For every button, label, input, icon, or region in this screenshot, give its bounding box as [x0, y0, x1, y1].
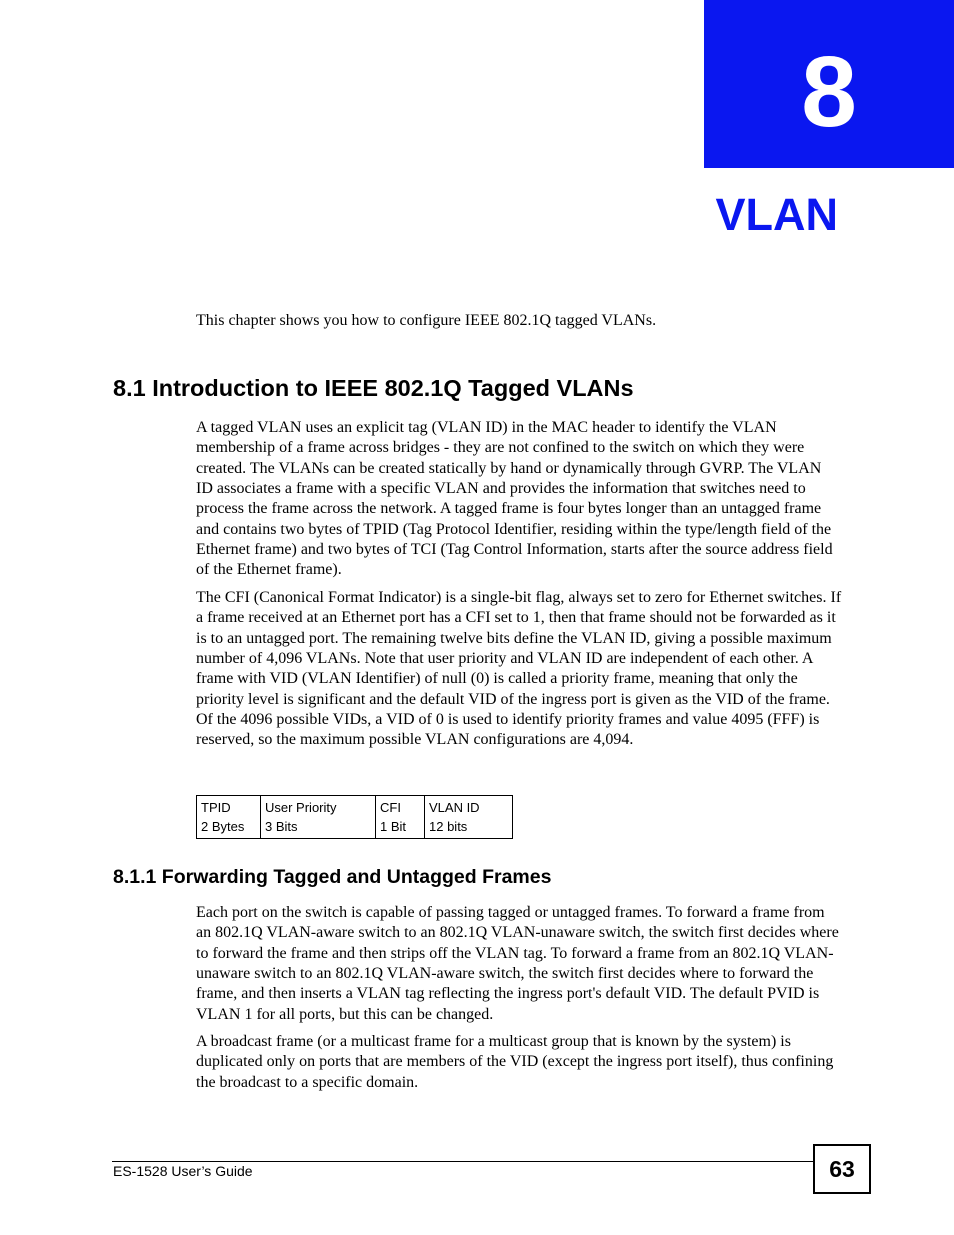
chapter-intro: This chapter shows you how to configure IEEE 802.1Q tagged VLANs. — [196, 312, 657, 329]
section-8-1-1-paragraph-2: A broadcast frame (or a multicast frame for a multicast group that is known by the system) is duplicated only on ports that are members of the VID (except the ingress port itself), thus confining the broadcast to a specific domain. — [196, 1033, 834, 1091]
section-heading-8-1-1: 8.1.1 Forwarding Tagged and Untagged Frames — [113, 866, 552, 888]
table-row — [197, 796, 513, 839]
page-number: 63 — [813, 1144, 871, 1194]
chapter-title: VLAN — [715, 189, 838, 240]
table-cell-cfi — [376, 796, 425, 839]
chapter-number-box — [704, 0, 954, 168]
field-size: 12 bits — [429, 819, 468, 834]
table-cell-user-priority — [261, 796, 376, 839]
section-heading-8-1: 8.1 Introduction to IEEE 802.1Q Tagged VLANs — [113, 375, 634, 401]
chapter-number: 8 — [801, 36, 857, 148]
field-size: 2 Bytes — [201, 819, 245, 834]
table-cell-tpid — [197, 796, 261, 839]
footer-guide-title: ES-1528 User’s Guide — [113, 1163, 253, 1179]
field-size: 1 Bit — [380, 819, 407, 834]
table-cell-vlan-id — [425, 796, 513, 839]
vlan-tag-format-table — [196, 795, 513, 839]
field-name: CFI — [380, 800, 401, 815]
field-name: VLAN ID — [429, 800, 480, 815]
field-size: 3 Bits — [265, 819, 298, 834]
section-8-1-1-paragraph-1: Each port on the switch is capable of passing tagged or untagged frames. To forward a frame from an 802.1Q VLAN-aware switch to an 802.1Q VLAN-unaware switch, the switch first decides where to forward the frame and then strips off the VLAN tag. To forward a frame from an 802.1Q VLAN-unaware switch to an 802.1Q VLAN-aware switch, the switch first decides where to forward the frame, and then inserts a VLAN tag reflecting the ingress port's default VID. The default PVID is VLAN 1 for all ports, but this can be changed. — [196, 904, 839, 1023]
field-name: User Priority — [265, 800, 337, 815]
section-8-1-paragraph-1: A tagged VLAN uses an explicit tag (VLAN ID) in the MAC header to identify the VLAN membership of a frame across bridges - they are not confined to the switch on which they were created. The VLANs can be created statically by hand or dynamically through GVRP. The VLAN ID associates a frame with a specific VLAN and provides the information that switches need to process the frame across the network. A tagged frame is four bytes longer than an untagged frame and contains two bytes of TPID (Tag Protocol Identifier, residing within the type/length field of the Ethernet frame) and two bytes of TCI (Tag Control Information, starts after the source address field of the Ethernet frame). — [196, 419, 833, 579]
section-8-1-paragraph-2: The CFI (Canonical Format Indicator) is a single-bit flag, always set to zero for Ethernet switches. If a frame received at an Ethernet port has a CFI set to 1, then that frame should not be forwarded as it is to an untagged port. The remaining twelve bits define the VLAN ID, giving a possible maximum number of 4,096 VLANs. Note that user priority and VLAN ID are independent of each other. A frame with VID (VLAN Identifier) of null (0) is called a priority frame, meaning that only the priority level is significant and the default VID of the ingress port is given as the VID of the frame. Of the 4096 possible VIDs, a VID of 0 is used to identify priority frames and value 4095 (FFF) is reserved, so the maximum possible VLAN configurations are 4,094. — [196, 589, 842, 749]
field-name: TPID — [201, 800, 231, 815]
